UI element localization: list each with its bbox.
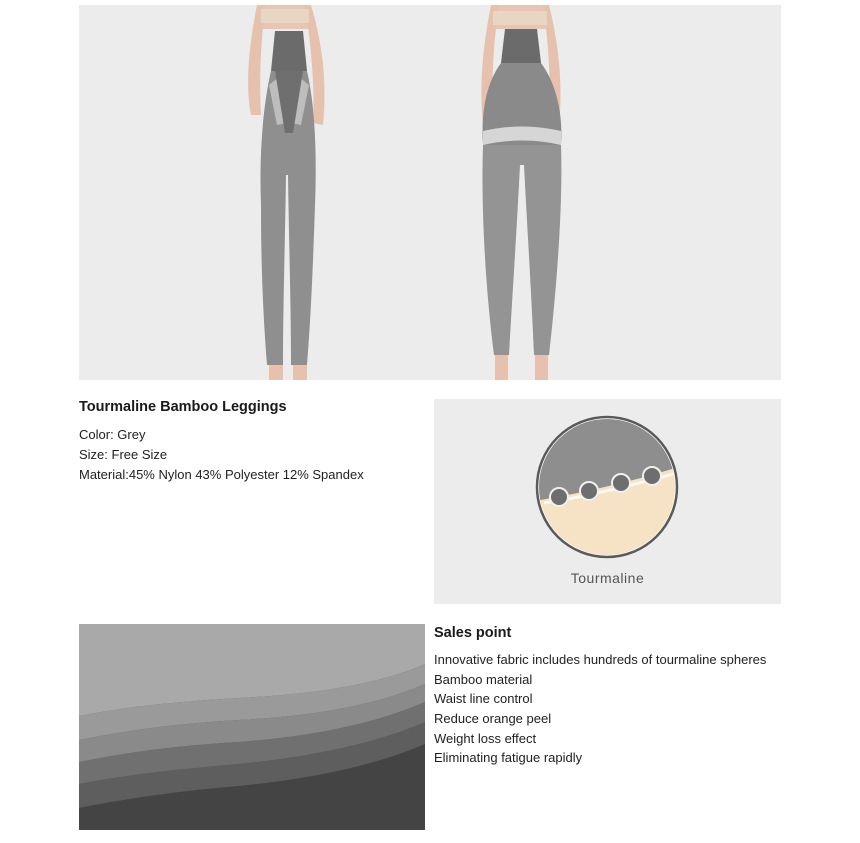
product-photo-hero xyxy=(79,5,781,380)
sales-point-item: Eliminating fatigue rapidly xyxy=(434,750,583,766)
sales-point-item: Waist line control xyxy=(434,691,533,707)
sales-point-list xyxy=(434,650,766,768)
product-material: Material:45% Nylon 43% Polyester 12% Spandex xyxy=(79,467,364,482)
product-title: Tourmaline Bamboo Leggings xyxy=(79,399,287,415)
product-size: Size: Free Size xyxy=(79,447,168,462)
sales-point-item: Bamboo material xyxy=(434,671,533,687)
tourmaline-label: Tourmaline xyxy=(570,570,645,586)
back-view-figure xyxy=(481,5,561,380)
front-view-figure xyxy=(248,5,324,380)
tourmaline-illustration-panel xyxy=(434,399,781,604)
sales-point-item: Innovative fabric includes hundreds of tourmaline spheres xyxy=(434,652,767,667)
product-color: Color: Grey xyxy=(79,427,146,442)
sales-point-item: Reduce orange peel xyxy=(434,711,552,727)
fabric-folded-photo xyxy=(79,624,425,830)
sales-point-heading: Sales point xyxy=(434,625,512,641)
sales-point-item: Weight loss effect xyxy=(434,730,537,746)
